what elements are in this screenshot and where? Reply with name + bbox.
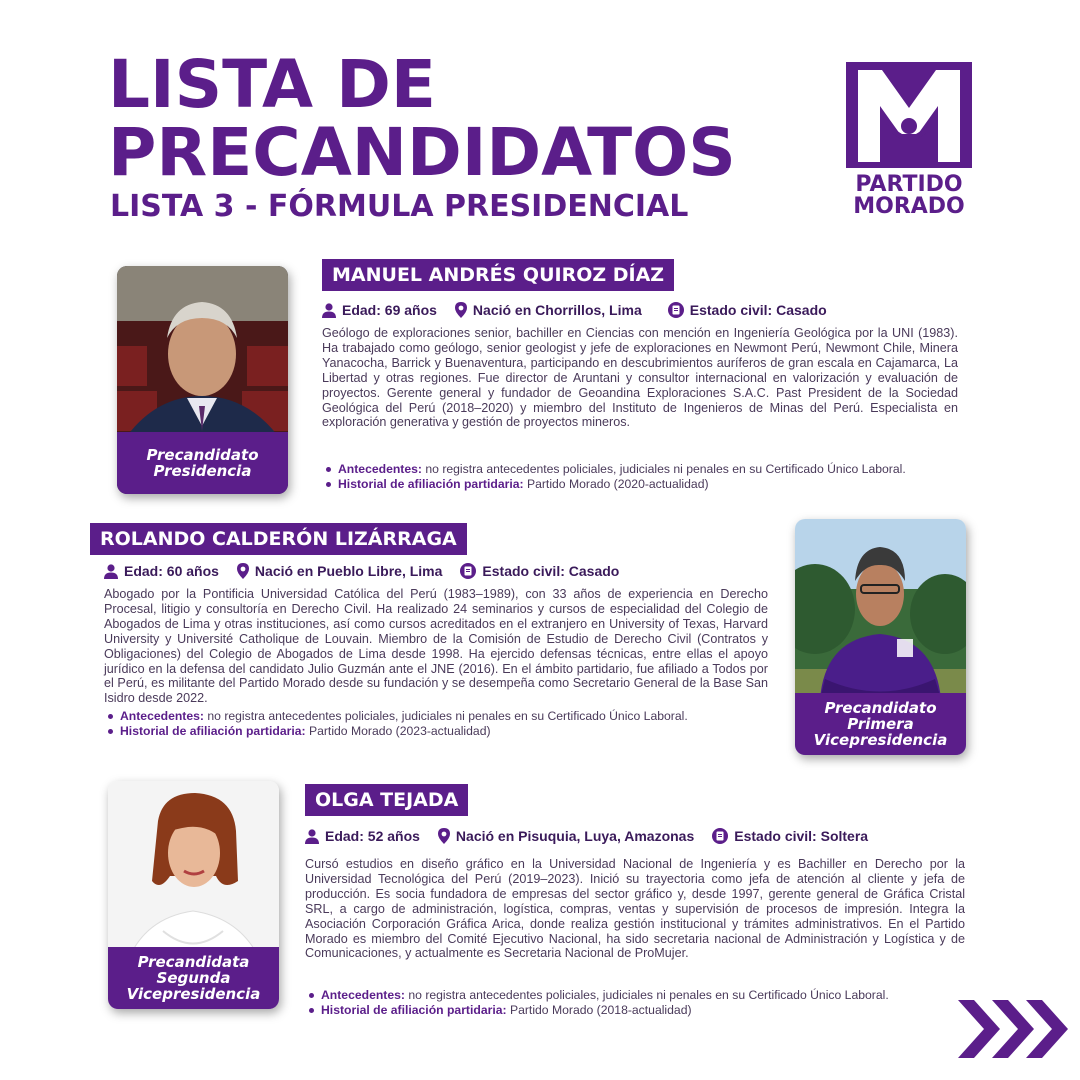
document-icon — [460, 563, 476, 579]
candidate-photo-card-2 — [795, 519, 966, 755]
historial-value: Partido Morado (2023-actualidad) — [305, 724, 491, 738]
candidate-age: Edad: 60 años — [124, 563, 219, 579]
candidate-birthplace: Nació en Pisuquia, Luya, Amazonas — [455, 828, 695, 844]
candidate-role-line1: Precandidato — [146, 446, 259, 464]
logo-text-line1: PARTIDO — [855, 172, 963, 197]
person-icon — [104, 564, 118, 579]
candidate-photo-card-3 — [108, 781, 279, 1009]
candidate-bio-2: Abogado por la Pontificia Universidad Católica del Perú (1983–1989), con 33 años de experiencia en Derecho Procesal, litigio y consultoría en Derecho Civil. Ha realizado 24 seminarios y cursos de especialidad del Colegio de Abogados de Lima y otras instituciones, así como cursos acreditados en el extranjero en University of Texas, Harvard University y Université Catholique de Louvain. Miembro de la Comisión de Estudio de Derecho Civil (Contratos y Obligaciones) del Colegio de Abogados de Lima desde 1998. Ha ejercido defensas técnicas, entre ellas el apoyo jurídico en la defensa del candidato Julio Guzmán ante el JNE (2016). En el ámbito partidario, fue afiliado a Todos por el Perú, es militante del Partido Morado desde su fundación y se desempeña como Secretario General de la Base San Isidro desde 2022. — [104, 587, 768, 706]
candidate-role-label-2 — [795, 693, 966, 755]
list-item — [106, 709, 688, 724]
location-pin-icon — [455, 302, 467, 318]
candidate-bullets-2 — [106, 709, 688, 739]
historial-label: Historial de afiliación partidaria: — [321, 1003, 507, 1017]
candidate-meta-3 — [305, 828, 882, 844]
candidate-bio-1: Geólogo de exploraciones senior, bachiller en Ciencias con mención en Ingeniería Geológica por la UNI (1983). Ha trabajado como geólogo, senior geologist y jefe de exploraciones en Newmont Perú, Newmont Chile, Minera Yanacocha, Barrick y Buenaventura, participando en descubrimientos auríferos de gran escala en Cajamarca, La Libertad y otras regiones. Fue director de Aruntani y consultor internacional en valorización y evaluación de proyectos. Gerente general y fundador de Geoandina Exploraciones S.A.C. Past President de la Sociedad Geológica del Perú (2018–2020) y miembro del Instituto de Ingenieros de Minas del Perú. Especialista en exploración generativa y gestión de proyectos mineros. — [322, 326, 958, 430]
candidate-bullets-1 — [324, 462, 906, 492]
historial-value: Partido Morado (2020-actualidad) — [523, 477, 709, 491]
antecedentes-label: Antecedentes: — [120, 709, 204, 723]
candidate-role-line3: Vicepresidencia — [813, 731, 948, 749]
candidate-name-3: OLGA TEJADA — [305, 784, 468, 816]
candidate-civil-status: Estado civil: Casado — [482, 563, 620, 579]
page-subtitle: LISTA 3 - FÓRMULA PRESIDENCIAL — [110, 189, 689, 224]
logo-text-line2: MORADO — [853, 194, 965, 219]
list-item — [324, 477, 906, 492]
candidate-civil-status: Estado civil: Soltera — [734, 828, 869, 844]
candidate-meta-1 — [322, 302, 841, 318]
historial-label: Historial de afiliación partidaria: — [338, 477, 524, 491]
antecedentes-value: no registra antecedentes policiales, judiciales ni penales en su Certificado Único Laboral. — [203, 709, 688, 723]
location-pin-icon — [237, 563, 249, 579]
person-icon — [322, 303, 336, 318]
antecedentes-value: no registra antecedentes policiales, judiciales ni penales en su Certificado Único Laboral. — [421, 462, 906, 476]
antecedentes-label: Antecedentes: — [321, 988, 405, 1002]
candidate-birthplace: Nació en Pueblo Libre, Lima — [254, 563, 443, 579]
candidate-role-line1: Precandidato — [824, 699, 937, 717]
candidate-bio-3: Cursó estudios en diseño gráfico en la Universidad Nacional de Ingeniería y es Bachiller en Derecho por la Universidad Tecnológica del Perú (2019–2023). Inició su trayectoria como jefa de atención al cliente y jefa de producción. Es socia fundadora de empresas del sector gráfico y, desde 1997, gerente general de Gráfica Cristal SRL, a cargo de administración, logística, compras, ventas y supervisión de procesos de impresión. Integra la Asociación Corporación Gráfica Arica, donde realiza gestión institucional y trámites administrativos. En el Partido Morado es miembro del Comité Ejecutivo Nacional, ha sido secretaria nacional de Administración y Logística y de Comunicaciones, y actualmente es Secretaria Nacional de ProMujer. — [305, 857, 965, 961]
candidate-role-line2: Presidencia — [153, 462, 252, 480]
document-icon — [712, 828, 728, 844]
candidate-name-2: ROLANDO CALDERÓN LIZÁRRAGA — [90, 523, 467, 555]
candidate-age: Edad: 69 años — [342, 302, 437, 318]
historial-label: Historial de afiliación partidaria: — [120, 724, 306, 738]
antecedentes-value: no registra antecedentes policiales, judiciales ni penales en su Certificado Único Laboral. — [404, 988, 889, 1002]
candidate-role-label-1 — [117, 432, 288, 494]
candidate-photo-card-1 — [117, 266, 288, 494]
page-title-line1: LISTA DE — [108, 46, 436, 123]
list-item — [307, 1003, 889, 1018]
candidate-name-1: MANUEL ANDRÉS QUIROZ DÍAZ — [322, 259, 674, 291]
person-icon — [305, 829, 319, 844]
candidate-role-line1: Precandidata — [137, 953, 250, 971]
list-item — [324, 462, 906, 477]
candidate-role-label-3 — [108, 947, 279, 1009]
candidate-birthplace: Nació en Chorrillos, Lima — [472, 302, 642, 318]
candidate-civil-status: Estado civil: Casado — [689, 302, 827, 318]
candidate-role-line3: Vicepresidencia — [126, 985, 261, 1003]
candidate-role-line2: Segunda — [156, 969, 231, 987]
partido-morado-logo — [846, 62, 972, 218]
document-icon — [668, 302, 684, 318]
antecedentes-label: Antecedentes: — [338, 462, 422, 476]
candidate-age: Edad: 52 años — [325, 828, 420, 844]
candidate-bullets-3 — [307, 988, 889, 1018]
partido-morado-m-logo-icon — [846, 62, 972, 168]
list-item — [307, 988, 889, 1003]
historial-value: Partido Morado (2018-actualidad) — [506, 1003, 692, 1017]
page-title-line2: PRECANDIDATOS — [108, 114, 736, 191]
location-pin-icon — [438, 828, 450, 844]
list-item — [106, 724, 688, 739]
candidate-role-line2: Primera — [847, 715, 914, 733]
triple-chevron-right-icon[interactable] — [958, 1000, 1070, 1058]
candidate-meta-2 — [104, 563, 633, 579]
